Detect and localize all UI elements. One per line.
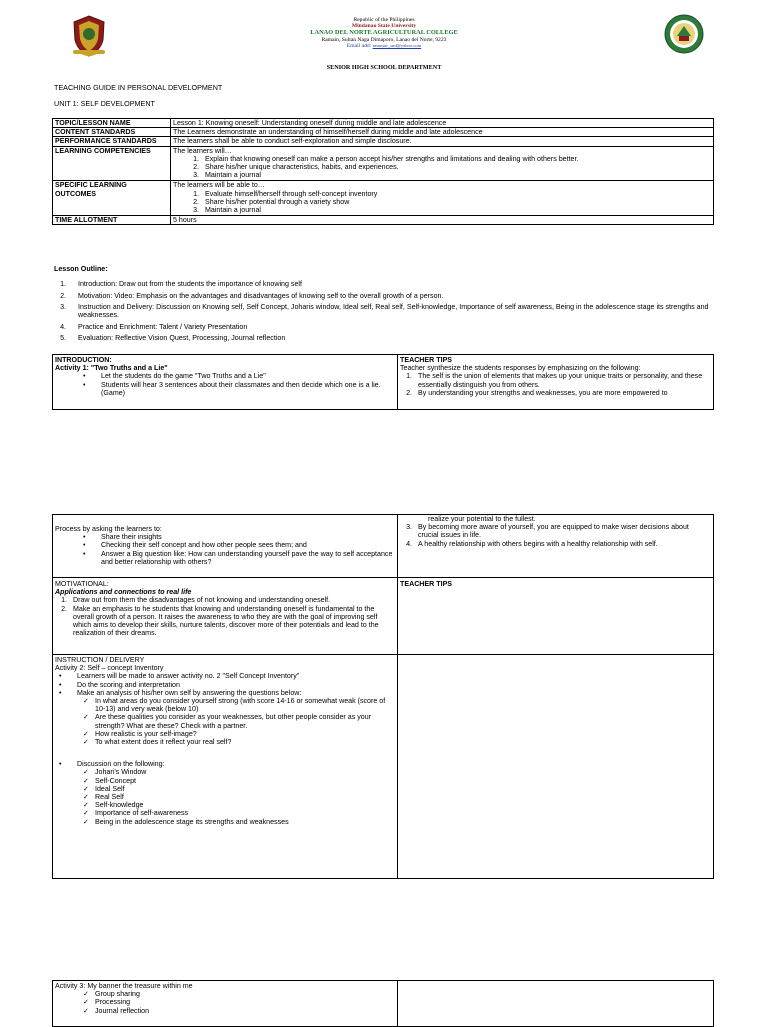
list-item: • Do the scoring and interpretation bbox=[59, 681, 395, 689]
list-item: • Checking their self concept and how other people sees them; and bbox=[83, 541, 395, 549]
outcomes-intro: The learners will be able to… bbox=[173, 181, 265, 190]
table-row bbox=[53, 655, 714, 879]
performance-standards-value: The learners shall be able to conduct self-exploration and simple disclosure. bbox=[171, 137, 714, 146]
process-cell bbox=[53, 515, 398, 578]
introduction-table bbox=[52, 354, 714, 410]
list-item: 2. Share his/her unique characteristics, habits, and experiences. bbox=[201, 163, 711, 171]
table-row bbox=[53, 216, 714, 225]
activity-3-title: Activity 3: My banner the treasure within me bbox=[55, 982, 193, 990]
outcomes-label-line2: OUTCOMES bbox=[55, 189, 96, 198]
list-item: 3. By becoming more aware of yourself, you are equipped to make wiser decisions about crucial issues in life. bbox=[414, 523, 711, 539]
list-item: 4. A healthy relationship with others begins with a healthy relationship with self. bbox=[414, 540, 711, 548]
list-item: ✓ How realistic is your self-image? bbox=[83, 730, 395, 738]
activity-1-title: Activity 1: "Two Truths and a Lie" bbox=[55, 364, 168, 373]
process-tips-cell bbox=[398, 515, 714, 578]
list-item: 3. Instruction and Delivery: Discussion on Knowing self, Self Concept, Joharis window, Ideal self, Real self, Self-knowledge, Importance of self awareness, Being in the adolescence stage its strengths and weaknesses. bbox=[68, 303, 714, 319]
list-item: ✓ Self-Concept bbox=[83, 777, 395, 785]
motivational-cell bbox=[53, 578, 398, 655]
table-row bbox=[53, 981, 714, 1027]
list-item: • Answer a Big question like: How can understanding yourself pave the way to self acceptance and better relationship with others? bbox=[83, 550, 395, 566]
table-row bbox=[53, 355, 714, 410]
topic-label: TOPIC/LESSON NAME bbox=[53, 119, 171, 128]
outcomes-label-line1: SPECIFIC LEARNING bbox=[55, 181, 127, 190]
list-item: 1. Draw out from them the disadvantages of not knowing and understanding oneself. bbox=[69, 596, 395, 604]
list-item: 3. Maintain a journal bbox=[201, 171, 711, 179]
list-item: ✓ Importance of self-awareness bbox=[83, 809, 395, 817]
outcomes-value bbox=[171, 181, 714, 216]
time-allotment-label: TIME ALLOTMENT bbox=[53, 216, 171, 225]
list-item: • Students will hear 3 sentences about their classmates and then decide which one is a lie. (Game) bbox=[83, 381, 395, 397]
instruction-heading: INSTRUCTION / DELIVERY bbox=[55, 656, 145, 664]
list-item: ✓ Real Self bbox=[83, 793, 395, 801]
email-link[interactable]: msumac_snd@yahoo.com bbox=[372, 43, 422, 48]
header-email bbox=[0, 43, 768, 49]
list-item: ✓ Are these qualities you consider as your weaknesses, but other people consider as your strength? What are these? Check with a partner. bbox=[83, 713, 395, 729]
email-label: Email add: bbox=[346, 43, 372, 49]
list-item: ✓ To what extent does it reflect your real self? bbox=[83, 738, 395, 746]
list-item: • Share their insights bbox=[83, 533, 395, 541]
motivational-tips-heading: TEACHER TIPS bbox=[400, 580, 453, 588]
header-college: LANAO DEL NORTE AGRICULTURAL COLLEGE bbox=[310, 29, 458, 36]
motivational-heading: MOTIVATIONAL: bbox=[55, 580, 109, 588]
department-title: SENIOR HIGH SCHOOL DEPARTMENT bbox=[326, 64, 442, 71]
lesson-activities-table bbox=[52, 514, 714, 879]
content-standards-value: The Learners demonstrate an understanding of himself/herself during middle and late adolescence bbox=[171, 128, 714, 137]
list-item: • Make an analysis of his/her own self by answering the questions below: bbox=[59, 689, 395, 697]
list-item: ✓ Journal reflection bbox=[83, 1007, 395, 1015]
time-allotment-value: 5 hours bbox=[171, 216, 714, 225]
instruction-cell bbox=[53, 655, 398, 879]
list-item: 1. Introduction: Draw out from the students the importance of knowing self bbox=[68, 280, 714, 288]
teacher-tips-cell bbox=[398, 355, 714, 410]
list-item: ✓ Processing bbox=[83, 998, 395, 1006]
list-item: 3. Maintain a journal bbox=[201, 206, 711, 214]
list-item: ✓ Self-knowledge bbox=[83, 801, 395, 809]
list-item: ✓ Being in the adolescence stage its strengths and weaknesses bbox=[83, 818, 395, 826]
list-item: 4. Practice and Enrichment: Talent / Variety Presentation bbox=[68, 323, 714, 331]
teacher-tips-intro: Teacher synthesize the students responses by emphasizing on the following: bbox=[400, 364, 641, 373]
competencies-label: LEARNING COMPETENCIES bbox=[53, 146, 171, 181]
motivational-subheading: Applications and connections to real life bbox=[55, 588, 192, 597]
list-item: 5. Evaluation: Reflective Vision Quest, Processing, Journal reflection bbox=[68, 334, 714, 342]
header-university: Mindanao State University bbox=[351, 23, 417, 29]
introduction-cell bbox=[53, 355, 398, 410]
list-item: 2. Make an emphasis to he students that knowing and understanding oneself is fundamental to the overall growth of a person. It raises the awareness to who they are with the goal of improving self which aims to develop their skills, nurture talents, discover more of their potentials and lead to the realization of their dreams. bbox=[69, 605, 395, 638]
list-item: • Let the students do the game "Two Truths and a Lie" bbox=[83, 372, 395, 380]
list-item: ✓ Johari's Window bbox=[83, 768, 395, 776]
activity-3-tips-cell bbox=[398, 981, 714, 1027]
list-item: • Learners will be made to answer activity no. 2 "Self Concept Inventory" bbox=[59, 672, 395, 680]
content-standards-label: CONTENT STANDARDS bbox=[53, 128, 171, 137]
table-row bbox=[53, 137, 714, 146]
unit-title: UNIT 1: SELF DEVELOPMENT bbox=[54, 99, 155, 108]
table-row bbox=[53, 119, 714, 128]
process-intro: Process by asking the learners to: bbox=[55, 525, 162, 533]
list-item: 2. By understanding your strengths and weaknesses, you are more empowered to bbox=[414, 389, 711, 397]
instruction-tips-cell bbox=[398, 655, 714, 879]
list-item: 1. Explain that knowing oneself can make a person accept his/her strengths and limitations and dealing with others better. bbox=[201, 155, 711, 163]
list-item: ✓ In what areas do you consider yourself strong (with score 14-16 or somewhat weak (score of 10-13) and very weak (below 10) bbox=[83, 697, 395, 713]
activity-3-cell bbox=[53, 981, 398, 1027]
topic-value: Lesson 1: Knowing oneself: Understanding oneself during middle and late adolescence bbox=[171, 119, 714, 128]
performance-standards-label: PERFORMANCE STANDARDS bbox=[53, 137, 171, 146]
header-address: Ramain, Sultan Naga Dimaporo, Lanao del Norte, 9223 bbox=[321, 37, 447, 43]
list-item: 1. The self is the union of elements that makes up your unique traits or personality, and these essentially distinguish you from others. bbox=[414, 372, 711, 388]
introduction-heading: INTRODUCTION: bbox=[55, 356, 112, 364]
table-row bbox=[53, 181, 714, 216]
competencies-intro: The learners will… bbox=[173, 146, 232, 155]
tip-continuation: realize your potential to the fullest. bbox=[428, 515, 536, 523]
list-item: 2. Share his/her potential through a variety show bbox=[201, 198, 711, 206]
table-row bbox=[53, 578, 714, 655]
discussion-heading: • Discussion on the following: bbox=[59, 760, 395, 768]
list-item: 2. Motivation: Video: Emphasis on the advantages and disadvantages of knowing self to the overall growth of a person. bbox=[68, 292, 714, 300]
document-title: TEACHING GUIDE IN PERSONAL DEVELOPMENT bbox=[54, 83, 223, 92]
table-row bbox=[53, 515, 714, 578]
table-row bbox=[53, 146, 714, 181]
activity-2-title: Activity 2: Self – concept Inventory bbox=[55, 664, 164, 673]
competencies-value bbox=[171, 146, 714, 181]
outline-heading: Lesson Outline: bbox=[54, 265, 108, 273]
table-row bbox=[53, 128, 714, 137]
teacher-tips-heading: TEACHER TIPS bbox=[400, 356, 453, 364]
header-republic: Republic of the Philippines bbox=[353, 17, 415, 23]
lesson-outline bbox=[54, 265, 714, 345]
list-item: 1. Evaluate himself/herself through self-concept inventory bbox=[201, 190, 711, 198]
activity-3-table bbox=[52, 980, 714, 1027]
outcomes-label bbox=[53, 181, 171, 216]
list-item: ✓ Ideal Self bbox=[83, 785, 395, 793]
list-item: ✓ Group sharing bbox=[83, 990, 395, 998]
motivational-tips-cell bbox=[398, 578, 714, 655]
lesson-info-table bbox=[52, 118, 714, 225]
